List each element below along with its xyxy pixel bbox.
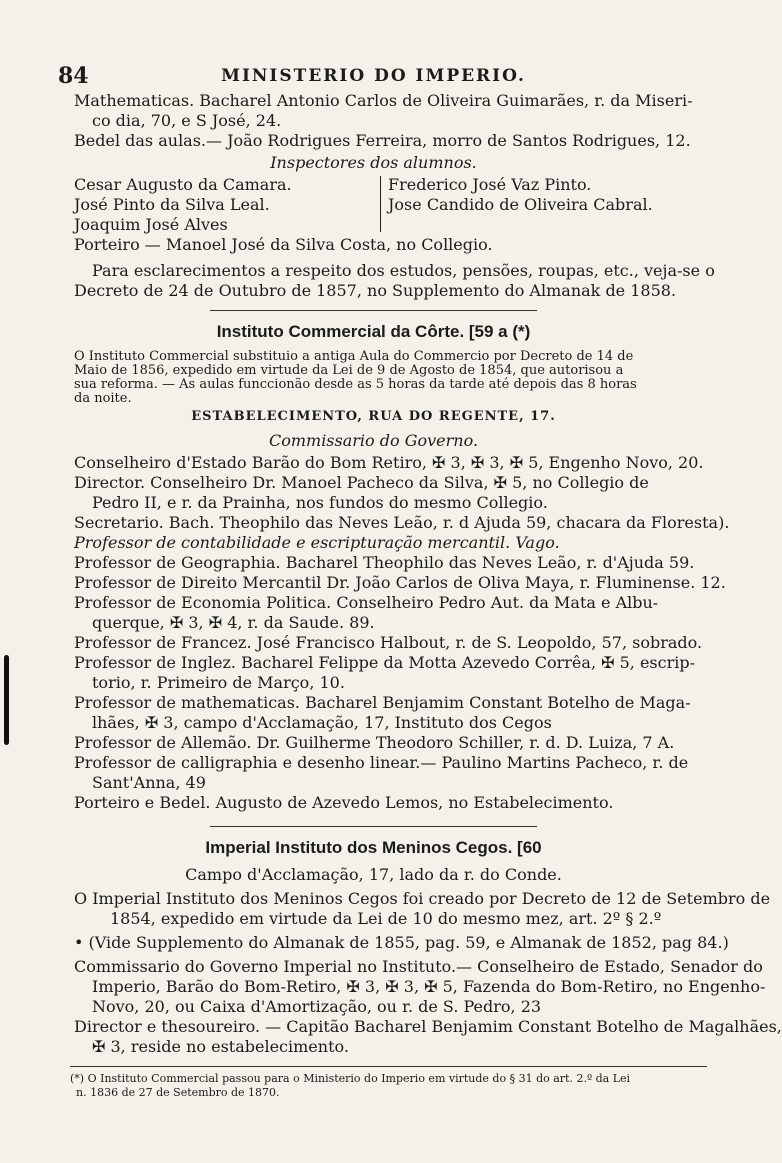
footnote-line: n. 1836 de 27 de Setembro de 1870. <box>76 1086 280 1099</box>
section-divider <box>210 310 537 311</box>
cegos-line: Director e thesoureiro. — Capitão Bacharel Benjamim Constant Botelho de Magalhães, <box>74 1017 782 1036</box>
address-line: ESTABELECIMENTO, RUA DO REGENTE, 17. <box>191 409 556 424</box>
staff-line: Professor de Inglez. Bacharel Felippe da Motta Azevedo Corrêa, ✠ 5, escrip- <box>74 653 696 672</box>
footnote-line: (*) O Instituto Commercial passou para o Ministerio do Imperio em virtude do § 31 do art. 2.º da Lei <box>70 1072 631 1085</box>
staff-line: Professor de Geographia. Bacharel Theophilo das Neves Leão, r. d'Ajuda 59. <box>74 553 695 572</box>
cegos-line: 1854, expedido em virtude da Lei de 10 do mesmo mez, art. 2º § 2.º <box>110 909 662 928</box>
text-line: Bedel das aulas.— João Rodrigues Ferreira, morro de Santos Rodrigues, 12. <box>74 131 691 150</box>
inspectores-heading: Inspectores dos alumnos. <box>270 153 477 172</box>
inspectores-left-3: Joaquim José Alves <box>74 215 228 234</box>
staff-line: Secretario. Bach. Theophilo das Neves Leão, r. d Ajuda 59, chacara da Floresta). <box>74 513 730 532</box>
cegos-line: • (Vide Supplemento do Almanak de 1855, pag. 59, e Almanak de 1852, pag 84.) <box>74 933 729 952</box>
cegos-line: Commissario do Governo Imperial no Instituto.— Conselheiro de Estado, Senador do <box>74 957 763 976</box>
note-line: Decreto de 24 de Outubro de 1857, no Supplemento do Almanak de 1858. <box>74 281 677 300</box>
staff-line: Porteiro e Bedel. Augusto de Azevedo Lemos, no Estabelecimento. <box>74 793 614 812</box>
cegos-line: Imperio, Barão do Bom-Retiro, ✠ 3, ✠ 3, ✠ 5, Fazenda do Bom-Retiro, no Engenho- <box>92 977 766 996</box>
staff-line: Professor de contabilidade e escripturação mercantil. Vago. <box>74 533 560 552</box>
intro-line: Maio de 1856, expedido em virtude da Lei de 9 de Agosto de 1854, que autorisou a <box>74 363 624 378</box>
text-line: co dia, 70, e S José, 24. <box>92 111 282 130</box>
staff-line: Director. Conselheiro Dr. Manoel Pacheco da Silva, ✠ 5, no Collegio de <box>74 473 649 492</box>
staff-line: Professor de calligraphia e desenho linear.— Paulino Martins Pacheco, r. de <box>74 753 689 772</box>
staff-line: Professor de mathematicas. Bacharel Benjamim Constant Botelho de Maga- <box>74 693 691 712</box>
section-title-meninos-cegos: Imperial Instituto dos Meninos Cegos. [60 <box>205 838 542 857</box>
footnote-divider <box>70 1066 707 1067</box>
cegos-line: Novo, 20, ou Caixa d'Amortização, ou r. de S. Pedro, 23 <box>92 997 542 1016</box>
page-number: 84 <box>58 63 89 89</box>
section-title-instituto-commercial: Instituto Commercial da Côrte. [59 a (*) <box>216 322 531 341</box>
staff-line: Professor de Economia Politica. Conselheiro Pedro Aut. da Mata e Albu- <box>74 593 659 612</box>
intro-line: sua reforma. — As aulas funccionão desde as 5 horas da tarde até depois das 8 horas <box>74 377 637 392</box>
address-line: Campo d'Acclamação, 17, lado da r. do Conde. <box>185 865 562 884</box>
staff-line: Pedro II, e r. da Prainha, nos fundos do mesmo Collegio. <box>92 493 548 512</box>
section-divider <box>210 826 537 827</box>
staff-line: Professor de Francez. José Francisco Halbout, r. de S. Leopoldo, 57, sobrado. <box>74 633 703 652</box>
intro-line: O Instituto Commercial substituio a antiga Aula do Commercio por Decreto de 14 de <box>74 349 634 364</box>
staff-line: Sant'Anna, 49 <box>92 773 206 792</box>
intro-line: da noite. <box>74 391 132 406</box>
inspectores-right-2: Jose Candido de Oliveira Cabral. <box>388 195 653 214</box>
staff-line: torio, r. Primeiro de Março, 10. <box>92 673 345 692</box>
staff-line: lhães, ✠ 3, campo d'Acclamação, 17, Instituto dos Cegos <box>92 713 552 732</box>
inspectores-left-2: José Pinto da Silva Leal. <box>74 195 270 214</box>
porteiro-line: Porteiro — Manoel José da Silva Costa, no Collegio. <box>74 235 493 254</box>
inspectores-left-1: Cesar Augusto da Camara. <box>74 175 292 194</box>
staff-line: Professor de Direito Mercantil Dr. João Carlos de Oliva Maya, r. Fluminense. 12. <box>74 573 726 592</box>
staff-line: Conselheiro d'Estado Barão do Bom Retiro, ✠ 3, ✠ 3, ✠ 5, Engenho Novo, 20. <box>74 453 704 472</box>
cegos-line: O Imperial Instituto dos Meninos Cegos foi creado por Decreto de 12 de Setembro de <box>74 889 771 908</box>
staff-line: querque, ✠ 3, ✠ 4, r. da Saude. 89. <box>92 613 375 632</box>
inspectores-right-1: Frederico José Vaz Pinto. <box>388 175 592 194</box>
text-line: Mathematicas. Bacharel Antonio Carlos de Oliveira Guimarães, r. da Miseri- <box>74 91 693 110</box>
column-divider <box>380 176 381 232</box>
page-title: MINISTERIO DO IMPERIO. <box>221 66 526 86</box>
binding-mark <box>4 655 9 745</box>
note-line: Para esclarecimentos a respeito dos estudos, pensões, roupas, etc., veja-se o <box>92 261 715 280</box>
commissario-heading: Commissario do Governo. <box>268 431 479 450</box>
cegos-line: ✠ 3, reside no estabelecimento. <box>92 1037 349 1056</box>
staff-line: Professor de Allemão. Dr. Guilherme Theodoro Schiller, r. d. D. Luiza, 7 A. <box>74 733 675 752</box>
